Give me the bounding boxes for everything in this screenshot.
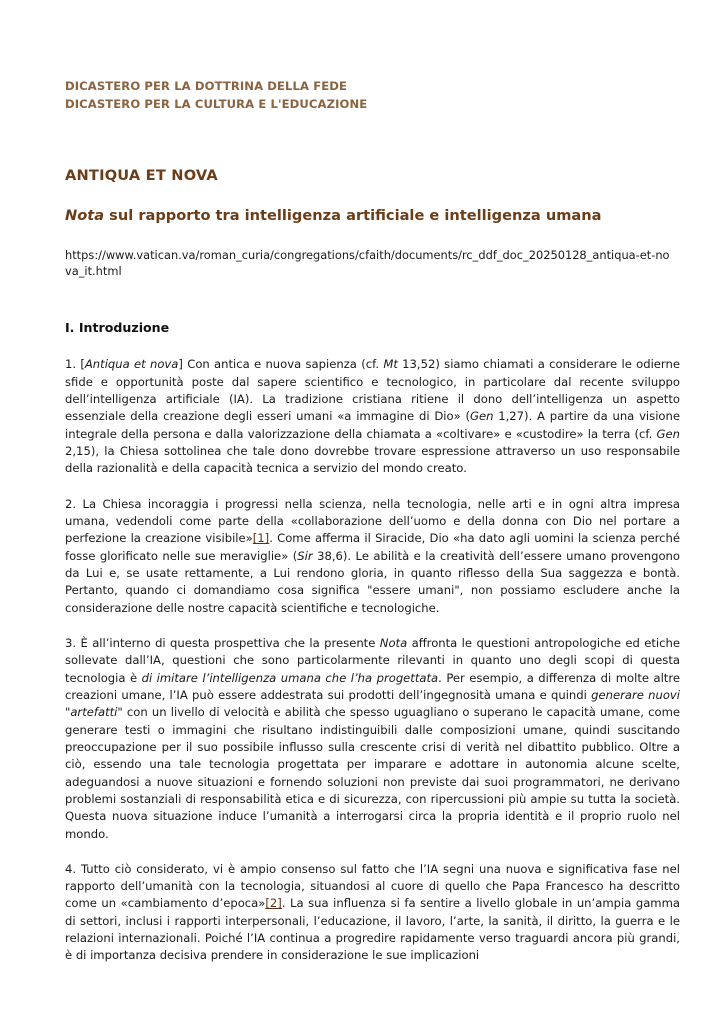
p3-seg-4: con un livello di velocità e abilità che spesso uguagliano o superano le capacità umane, come generare testi o immagini che risultano indistinguibili dalle composizioni umane, quindi suscitando preoccupazione per il suo possibile influsso sulla crescente crisi di verità nel dibattito pubblico. Oltre a ciò, essendo una tale tecnologia progettata per imparare e adottare in autonomia alcune scelte, adeguandosi a nuove situazioni e fornendo soluzioni non previste dai suoi programmatori, ne derivano problemi sostanziali di responsabilità etica e di sicurezza, con ripercussioni più ampie su tutta la società. Questa nuova situazione induce l’umanità a interrogarsi circa la propria identità e il proprio ruolo nel mondo. <box>65 705 680 841</box>
p1-num: 1. [ <box>65 357 85 372</box>
footnote-ref-1[interactable]: [1] <box>252 531 270 546</box>
p2-seg-2: . Come afferma il Siracide, Dio «ha dato agli uomini la scienza perché fosse glorificato nelle sue meraviglie» ( <box>65 531 680 563</box>
p3-italic-artefatti: generare nuovi "artefatti" <box>65 687 680 720</box>
p2-seg-1: 2. La Chiesa incoraggia i progressi nella scienza, nella tecnologia, nelle arti e in ogni altra impresa umana, vedendoli come parte della «collaborazione dell’uomo e della donna con Dio nel portare a perfezione la creazione visibile» <box>65 496 680 546</box>
subtitle-italic-nota: Nota <box>65 207 105 225</box>
dicastero-header <box>65 78 680 113</box>
p1-italic-mt: Mt <box>383 357 398 372</box>
footnote-ref-2[interactable]: [2] <box>265 896 282 911</box>
document-source-url[interactable]: https://www.vatican.va/roman_curia/congregations/cfaith/documents/rc_ddf_doc_20250128_antiqua-et-nova_it.html <box>65 247 670 279</box>
dicastero-line-culture: DICASTERO PER LA CULTURA E L'EDUCAZIONE <box>65 96 368 111</box>
document-title: ANTIQUA ET NOVA <box>65 167 218 185</box>
p3-seg-3: . Per esempio, a differenza di molte altre creazioni umane, l’IA può essere addestrata sui prodotti dell’ingegnosità umana e quindi <box>65 670 681 702</box>
p2-seg-3: 38,6). Le abilità e la creatività dell’essere umano provengono da Lui e, se usate rettamente, a Lui rendono gloria, in quanto riflesso della Sua saggezza e bontà. Pertanto, quando ci domandiamo cosa significa "essere umani", non possiamo escludere anche la considerazione delle nostre capacità scientifiche e tecnologiche. <box>65 548 681 615</box>
p1-seg-1: ] Con antica e nuova sapienza (cf. <box>178 357 384 372</box>
dicastero-line-doctrine: DICASTERO PER LA DOTTRINA DELLA FEDE <box>65 79 348 93</box>
p3-italic-imitare: di imitare l’intelligenza umana che l’ha progettata <box>141 670 439 685</box>
p1-italic-gen-2: Gen <box>656 426 680 441</box>
p4-seg-1: 4. Tutto ciò considerato, vi è ampio consenso sul fatto che l’IA segni una nuova e significativa fase nel rapporto dell’umanità con la tecnologia, situandosi al cuore di quello che Papa Francesco ha descritto come un «cambiamento d’epoca» <box>65 861 680 911</box>
p2-italic-sir: Sir <box>297 548 313 563</box>
p3-seg-2: affronta le questioni antropologiche ed etiche sollevate dall’IA, questioni che sono particolarmente rilevanti in quanto uno degli scopi di questa tecnologia è <box>65 635 681 685</box>
p1-italic-antiqua-et-nova: Antiqua et nova <box>84 357 179 372</box>
p1-seg-2: 13,52) siamo chiamati a considerare le odierne sfide e opportunità poste dal sapere scientifico e tecnologico, in particolare dal recente sviluppo dell’intelligenza artificiale (IA). La tradizione cristiana ritiene il dono dell’intelligenza un aspetto essenziale della creazione degli esseri umani «a immagine di Dio» ( <box>65 357 680 424</box>
paragraph-3 <box>65 635 680 843</box>
paragraph-4 <box>65 861 680 965</box>
section-heading-introduzione: I. Introduzione <box>65 319 170 335</box>
document-subtitle <box>65 206 680 226</box>
p1-seg-3: 1,27). A partire da una visione integrale della persona e dalla valorizzazione della chiamata a «coltivare» e «custodire» la terra (cf. <box>65 409 680 441</box>
paragraph-2 <box>65 496 680 617</box>
paragraph-1 <box>65 356 680 477</box>
p3-italic-nota: Nota <box>379 635 408 650</box>
p4-seg-2: . La sua influenza si fa sentire a livello globale in un’ampia gamma di settori, inclusi i rapporti interpersonali, l’educazione, il lavoro, l’arte, la sanità, il diritto, la guerra e le relazioni internazionali. Poiché l’IA continua a progredire rapidamente verso traguardi ancora più grandi, è di importanza decisiva prendere in considerazione le sue implicazioni <box>65 896 680 963</box>
p1-italic-gen-1: Gen <box>469 409 494 424</box>
subtitle-rest: sul rapporto tra intelligenza artificiale e intelligenza umana <box>104 207 602 225</box>
p1-seg-4: 2,15), la Chiesa sottolinea che tale dono dovrebbe trovare espressione attraverso un uso responsabile della razionalità e della capacità tecnica a servizio del mondo creato. <box>65 443 680 476</box>
p3-seg-1: 3. È all’interno di questa prospettiva che la presente <box>65 635 380 650</box>
